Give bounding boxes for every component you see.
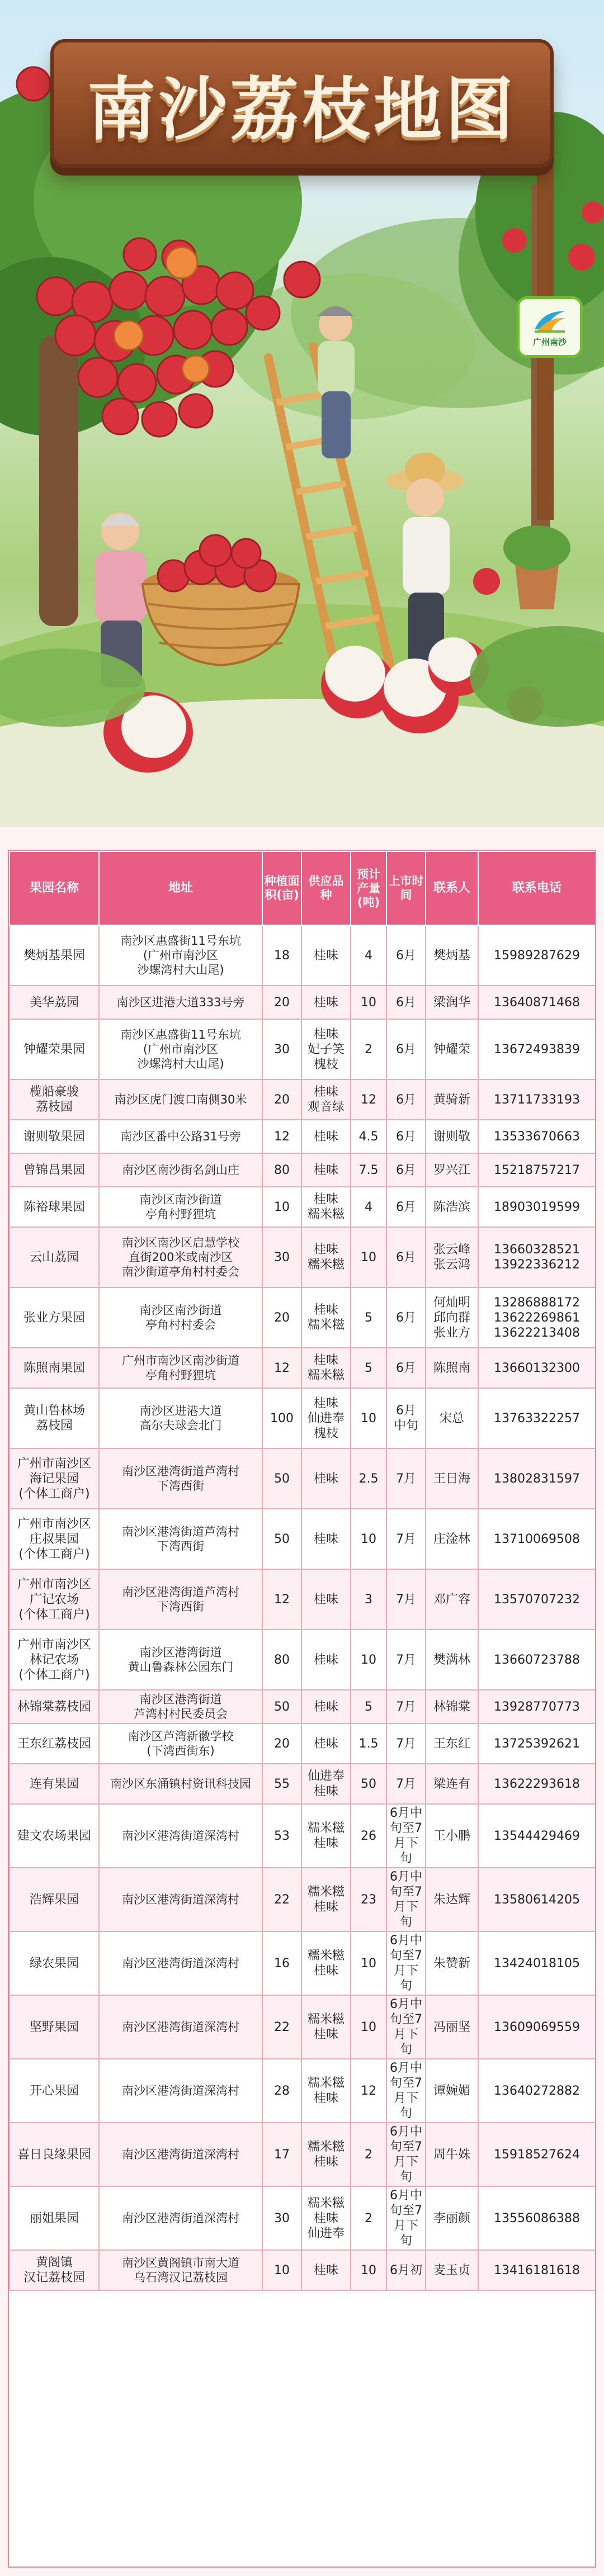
cell-phone: 13928770773 bbox=[478, 1690, 596, 1723]
cell-variety: 桂味 bbox=[301, 1630, 351, 1690]
cell-orchard-name: 喜日良缘果园 bbox=[10, 2123, 99, 2186]
cell-address: 南沙区惠盛街11号东坑 (广州市南沙区 沙螺湾村大山尾) bbox=[99, 1019, 262, 1079]
cell-variety: 桂味 bbox=[301, 1509, 351, 1569]
cell-contact: 李丽颜 bbox=[426, 2186, 478, 2250]
header-market-time: 上市时间 bbox=[386, 851, 426, 925]
cell-orchard-name: 广州市南沙区 庄叔果园 (个体工商户) bbox=[10, 1509, 99, 1569]
cell-variety: 糯米糍 桂味 bbox=[301, 1995, 351, 2059]
cell-contact: 张云峰 张云鸿 bbox=[426, 1227, 478, 1287]
cell-orchard-name: 钟耀荣果园 bbox=[10, 1019, 99, 1079]
cell-contact: 樊炳基 bbox=[426, 925, 478, 986]
table-row bbox=[10, 1868, 596, 1931]
cell-area: 22 bbox=[262, 1995, 301, 2059]
cell-contact: 宋总 bbox=[426, 1388, 478, 1448]
table-row bbox=[10, 1804, 596, 1868]
cell-orchard-name: 黄阁镇 汉记荔枝园 bbox=[10, 2250, 99, 2290]
table-row bbox=[10, 986, 596, 1019]
page-title: 南沙荔枝地图 bbox=[87, 69, 517, 149]
cell-orchard-name: 黄山鲁林场 荔枝园 bbox=[10, 1388, 99, 1448]
cell-orchard-name: 浩辉果园 bbox=[10, 1868, 99, 1931]
cell-address: 南沙区黄阁镇市南大道 乌石湾汉记荔枝园 bbox=[99, 2250, 262, 2290]
cell-area: 50 bbox=[262, 1690, 301, 1723]
cell-orchard-name: 榄船豪骏 荔枝园 bbox=[10, 1079, 99, 1120]
cell-phone: 13710069508 bbox=[478, 1509, 596, 1569]
cell-market-time: 6月 bbox=[386, 1287, 426, 1348]
cell-variety: 桂味 bbox=[301, 1723, 351, 1764]
cell-market-time: 7月 bbox=[386, 1630, 426, 1690]
cell-phone: 13660328521 13922336212 bbox=[478, 1227, 596, 1287]
cell-address: 南沙区番中公路31号旁 bbox=[99, 1120, 262, 1153]
cell-variety: 桂味 bbox=[301, 1448, 351, 1509]
cell-address: 南沙区东涌镇村资讯科技园 bbox=[99, 1764, 262, 1804]
cell-variety: 仙进奉 桂味 bbox=[301, 1764, 351, 1804]
table-row bbox=[10, 2250, 596, 2290]
table-row bbox=[10, 1019, 596, 1079]
cell-address: 南沙区南沙街道 亭角村野狸坑 bbox=[99, 1187, 262, 1227]
cell-orchard-name: 建文农场果园 bbox=[10, 1804, 99, 1868]
cell-variety: 桂味 糯米糍 bbox=[301, 1348, 351, 1388]
cell-phone: 13660132300 bbox=[478, 1348, 596, 1388]
cell-yield: 10 bbox=[351, 1995, 386, 2059]
cell-area: 12 bbox=[262, 1569, 301, 1630]
cell-address: 南沙区港湾街道 芦湾村村民委员会 bbox=[99, 1690, 262, 1723]
table-row bbox=[10, 2123, 596, 2186]
cell-contact: 谢则敬 bbox=[426, 1120, 478, 1153]
cell-market-time: 6月 bbox=[386, 1079, 426, 1120]
orchard-table bbox=[9, 851, 596, 2291]
cell-address: 南沙区虎门渡口南侧30米 bbox=[99, 1079, 262, 1120]
cell-yield: 4 bbox=[351, 1187, 386, 1227]
table-header-row bbox=[10, 851, 596, 925]
cell-orchard-name: 连有果园 bbox=[10, 1764, 99, 1804]
cell-variety: 桂味 糯米糍 bbox=[301, 1227, 351, 1287]
cell-yield: 7.5 bbox=[351, 1153, 386, 1187]
cell-phone: 13424018105 bbox=[478, 1931, 596, 1995]
cell-yield: 50 bbox=[351, 1764, 386, 1804]
cell-area: 100 bbox=[262, 1388, 301, 1448]
cell-contact: 冯丽坚 bbox=[426, 1995, 478, 2059]
table-row bbox=[10, 1287, 596, 1348]
cell-market-time: 7月 bbox=[386, 1723, 426, 1764]
cell-variety: 糯米糍 桂味 bbox=[301, 1931, 351, 1995]
cell-address: 南沙区进港大道333号旁 bbox=[99, 986, 262, 1019]
cell-area: 10 bbox=[262, 2250, 301, 2290]
cell-yield: 10 bbox=[351, 2250, 386, 2290]
cell-area: 30 bbox=[262, 1019, 301, 1079]
cell-variety: 桂味 bbox=[301, 1690, 351, 1723]
cell-variety: 桂味 bbox=[301, 2250, 351, 2290]
table-row bbox=[10, 1723, 596, 1764]
cell-yield: 5 bbox=[351, 1287, 386, 1348]
header-contact: 联系人 bbox=[426, 851, 478, 925]
title-sign bbox=[50, 39, 554, 168]
cell-yield: 2.5 bbox=[351, 1448, 386, 1509]
cell-area: 20 bbox=[262, 1287, 301, 1348]
cell-contact: 黄骑新 bbox=[426, 1079, 478, 1120]
cell-variety: 桂味 bbox=[301, 1120, 351, 1153]
logo-badge bbox=[517, 296, 583, 358]
cell-address: 南沙区进港大道 高尔夫球会北门 bbox=[99, 1388, 262, 1448]
cell-contact: 罗兴江 bbox=[426, 1153, 478, 1187]
cell-area: 16 bbox=[262, 1931, 301, 1995]
cell-variety: 糯米糍 桂味 bbox=[301, 1804, 351, 1868]
cell-market-time: 6月 bbox=[386, 1187, 426, 1227]
cell-address: 南沙区芦湾新徽学校 (下湾西街东) bbox=[99, 1723, 262, 1764]
cell-orchard-name: 曾锦昌果园 bbox=[10, 1153, 99, 1187]
cell-market-time: 6月 中旬 bbox=[386, 1388, 426, 1448]
cell-variety: 桂味 bbox=[301, 986, 351, 1019]
cell-orchard-name: 丽姐果园 bbox=[10, 2186, 99, 2250]
cell-phone: 15918527624 bbox=[478, 2123, 596, 2186]
cell-phone: 13660723788 bbox=[478, 1630, 596, 1690]
cell-yield: 2 bbox=[351, 2123, 386, 2186]
table-row bbox=[10, 1079, 596, 1120]
cell-orchard-name: 广州市南沙区 广记农场 (个体工商户) bbox=[10, 1569, 99, 1630]
cell-orchard-name: 美华荔园 bbox=[10, 986, 99, 1019]
cell-market-time: 6月中 旬至7 月下旬 bbox=[386, 1995, 426, 2059]
table-row bbox=[10, 1509, 596, 1569]
cell-variety: 桂味 糯米糍 bbox=[301, 1187, 351, 1227]
cell-orchard-name: 坚野果园 bbox=[10, 1995, 99, 2059]
cell-variety: 桂味 bbox=[301, 1153, 351, 1187]
cell-yield: 10 bbox=[351, 986, 386, 1019]
cell-area: 80 bbox=[262, 1153, 301, 1187]
cell-orchard-name: 陈照南果园 bbox=[10, 1348, 99, 1388]
cell-area: 55 bbox=[262, 1764, 301, 1804]
cell-market-time: 6月中 旬至7 月下旬 bbox=[386, 2123, 426, 2186]
table-row bbox=[10, 1690, 596, 1723]
cell-market-time: 7月 bbox=[386, 1690, 426, 1723]
cell-variety: 桂味 bbox=[301, 925, 351, 986]
cell-yield: 4.5 bbox=[351, 1120, 386, 1153]
cell-orchard-name: 陈裕球果园 bbox=[10, 1187, 99, 1227]
cell-market-time: 7月 bbox=[386, 1448, 426, 1509]
cell-orchard-name: 开心果园 bbox=[10, 2059, 99, 2123]
cell-address: 南沙区惠盛街11号东坑 (广州市南沙区 沙螺湾村大山尾) bbox=[99, 925, 262, 986]
table-row bbox=[10, 1764, 596, 1804]
cell-address: 南沙区港湾街道深湾村 bbox=[99, 1931, 262, 1995]
cell-address: 南沙区港湾街道深湾村 bbox=[99, 2059, 262, 2123]
cell-market-time: 6月中 旬至7 月下旬 bbox=[386, 1931, 426, 1995]
cell-phone: 13556086388 bbox=[478, 2186, 596, 2250]
table-row bbox=[10, 1153, 596, 1187]
header-phone: 联系电话 bbox=[478, 851, 596, 925]
cell-yield: 5 bbox=[351, 1348, 386, 1388]
header-orchard-name: 果园名称 bbox=[10, 851, 99, 925]
cell-contact: 陈照南 bbox=[426, 1348, 478, 1388]
cell-contact: 王小鹏 bbox=[426, 1804, 478, 1868]
cell-market-time: 7月 bbox=[386, 1509, 426, 1569]
cell-address: 南沙区南沙区启慧学校 直街200米或南沙区 南沙街道亭角村村委会 bbox=[99, 1227, 262, 1287]
cell-market-time: 7月 bbox=[386, 1569, 426, 1630]
cell-orchard-name: 谢则敬果园 bbox=[10, 1120, 99, 1153]
cell-market-time: 6月 bbox=[386, 986, 426, 1019]
cell-market-time: 6月初 bbox=[386, 2250, 426, 2290]
cell-orchard-name: 樊炳基果园 bbox=[10, 925, 99, 986]
table-row bbox=[10, 1630, 596, 1690]
cell-area: 17 bbox=[262, 2123, 301, 2186]
cell-variety: 糯米糍 桂味 bbox=[301, 2123, 351, 2186]
cell-area: 50 bbox=[262, 1448, 301, 1509]
cell-phone: 13286888172 13622269861 13622213408 bbox=[478, 1287, 596, 1348]
cell-market-time: 6月中 旬至7 月下旬 bbox=[386, 2186, 426, 2250]
cell-area: 30 bbox=[262, 2186, 301, 2250]
cell-phone: 13544429469 bbox=[478, 1804, 596, 1868]
cell-phone: 13725392621 bbox=[478, 1723, 596, 1764]
cell-address: 南沙区港湾街道深湾村 bbox=[99, 2123, 262, 2186]
cell-yield: 10 bbox=[351, 1931, 386, 1995]
cell-phone: 13640272882 bbox=[478, 2059, 596, 2123]
cell-area: 30 bbox=[262, 1227, 301, 1287]
cell-address: 广州市南沙区南沙街道 亭角村野狸坑 bbox=[99, 1348, 262, 1388]
cell-contact: 周牛姝 bbox=[426, 2123, 478, 2186]
cell-orchard-name: 林锦棠荔枝园 bbox=[10, 1690, 99, 1723]
cell-variety: 糯米糍 桂味 仙进奉 bbox=[301, 2186, 351, 2250]
cell-contact: 林锦棠 bbox=[426, 1690, 478, 1723]
cell-market-time: 6月 bbox=[386, 925, 426, 986]
cell-market-time: 6月 bbox=[386, 1120, 426, 1153]
table-row bbox=[10, 2059, 596, 2123]
cell-area: 28 bbox=[262, 2059, 301, 2123]
cell-market-time: 6月 bbox=[386, 1348, 426, 1388]
cell-market-time: 6月中 旬至7 月下旬 bbox=[386, 1804, 426, 1868]
table-row bbox=[10, 1388, 596, 1448]
cell-area: 22 bbox=[262, 1868, 301, 1931]
cell-yield: 10 bbox=[351, 1227, 386, 1287]
cell-phone: 13609069559 bbox=[478, 1995, 596, 2059]
cell-yield: 3 bbox=[351, 1569, 386, 1630]
logo-text: 广州南沙 bbox=[532, 337, 567, 347]
cell-contact: 王东红 bbox=[426, 1723, 478, 1764]
table-body bbox=[10, 925, 596, 2290]
cell-contact: 梁连有 bbox=[426, 1764, 478, 1804]
table-row bbox=[10, 1187, 596, 1227]
cell-area: 50 bbox=[262, 1509, 301, 1569]
cell-area: 20 bbox=[262, 986, 301, 1019]
cell-phone: 13763322257 bbox=[478, 1388, 596, 1448]
cell-yield: 2 bbox=[351, 2186, 386, 2250]
cell-area: 12 bbox=[262, 1348, 301, 1388]
table-row bbox=[10, 925, 596, 986]
cell-contact: 邓广容 bbox=[426, 1569, 478, 1630]
cell-area: 12 bbox=[262, 1120, 301, 1153]
cell-market-time: 6月中 旬至7 月下旬 bbox=[386, 1868, 426, 1931]
cell-orchard-name: 张业方果园 bbox=[10, 1287, 99, 1348]
cell-contact: 何灿明 邱向群 张业方 bbox=[426, 1287, 478, 1348]
nansha-logo-icon bbox=[532, 307, 567, 334]
cell-market-time: 6月 bbox=[386, 1153, 426, 1187]
cell-address: 南沙区南沙街名剑山庄 bbox=[99, 1153, 262, 1187]
cell-yield: 10 bbox=[351, 1509, 386, 1569]
cell-orchard-name: 广州市南沙区 海记果园 (个体工商户) bbox=[10, 1448, 99, 1509]
cell-market-time: 6月 bbox=[386, 1019, 426, 1079]
cell-orchard-name: 广州市南沙区 林记农场 (个体工商户) bbox=[10, 1630, 99, 1690]
header-yield: 预计产量(吨) bbox=[351, 851, 386, 925]
cell-yield: 23 bbox=[351, 1868, 386, 1931]
table-row bbox=[10, 2186, 596, 2250]
cell-market-time: 6月中 旬至7 月下旬 bbox=[386, 2059, 426, 2123]
header-variety: 供应品种 bbox=[301, 851, 351, 925]
cell-area: 18 bbox=[262, 925, 301, 986]
cell-yield: 2 bbox=[351, 1019, 386, 1079]
cell-address: 南沙区港湾街道深湾村 bbox=[99, 1804, 262, 1868]
cell-phone: 13672493839 bbox=[478, 1019, 596, 1079]
cell-area: 53 bbox=[262, 1804, 301, 1868]
cell-market-time: 7月 bbox=[386, 1764, 426, 1804]
cell-phone: 13533670663 bbox=[478, 1120, 596, 1153]
cell-variety: 糯米糍 桂味 bbox=[301, 1868, 351, 1931]
table-row bbox=[10, 1120, 596, 1153]
cell-contact: 王日海 bbox=[426, 1448, 478, 1509]
cell-address: 南沙区港湾街道芦湾村 下湾西街 bbox=[99, 1509, 262, 1569]
table-row bbox=[10, 1448, 596, 1509]
cell-phone: 13711733193 bbox=[478, 1079, 596, 1120]
cell-phone: 15218757217 bbox=[478, 1153, 596, 1187]
cell-address: 南沙区港湾街道深湾村 bbox=[99, 1868, 262, 1931]
cell-yield: 5 bbox=[351, 1690, 386, 1723]
cell-phone: 13416181618 bbox=[478, 2250, 596, 2290]
cell-orchard-name: 绿农果园 bbox=[10, 1931, 99, 1995]
cell-area: 20 bbox=[262, 1723, 301, 1764]
cell-address: 南沙区港湾街道深湾村 bbox=[99, 2186, 262, 2250]
cell-area: 20 bbox=[262, 1079, 301, 1120]
cell-phone: 13622293618 bbox=[478, 1764, 596, 1804]
table-row bbox=[10, 1931, 596, 1995]
cell-contact: 朱达辉 bbox=[426, 1868, 478, 1931]
cell-contact: 朱赞新 bbox=[426, 1931, 478, 1995]
table-row bbox=[10, 1348, 596, 1388]
cell-variety: 桂味 妃子笑 槐枝 bbox=[301, 1019, 351, 1079]
cell-phone: 13640871468 bbox=[478, 986, 596, 1019]
cell-variety: 桂味 糯米糍 bbox=[301, 1287, 351, 1348]
cell-address: 南沙区港湾街道芦湾村 下湾西街 bbox=[99, 1448, 262, 1509]
cell-yield: 12 bbox=[351, 2059, 386, 2123]
cell-address: 南沙区港湾街道深湾村 bbox=[99, 1995, 262, 2059]
cell-contact: 麦玉贞 bbox=[426, 2250, 478, 2290]
cell-variety: 桂味 观音绿 bbox=[301, 1079, 351, 1120]
cell-orchard-name: 云山荔园 bbox=[10, 1227, 99, 1287]
cell-contact: 梁润华 bbox=[426, 986, 478, 1019]
header-area: 种植面积(亩) bbox=[262, 851, 301, 925]
cell-variety: 桂味 bbox=[301, 1569, 351, 1630]
cell-variety: 桂味 仙进奉 槐枝 bbox=[301, 1388, 351, 1448]
table-row bbox=[10, 1569, 596, 1630]
hero-illustration bbox=[0, 0, 604, 827]
cell-yield: 10 bbox=[351, 1388, 386, 1448]
cell-contact: 庄淦林 bbox=[426, 1509, 478, 1569]
cell-phone: 15989287629 bbox=[478, 925, 596, 986]
cell-area: 10 bbox=[262, 1187, 301, 1227]
table-row bbox=[10, 1995, 596, 2059]
cell-variety: 糯米糍 桂味 bbox=[301, 2059, 351, 2123]
cell-address: 南沙区南沙街道 亭角村村委会 bbox=[99, 1287, 262, 1348]
cell-phone: 13580614205 bbox=[478, 1868, 596, 1931]
cell-yield: 10 bbox=[351, 1630, 386, 1690]
cell-yield: 4 bbox=[351, 925, 386, 986]
cell-contact: 樊满林 bbox=[426, 1630, 478, 1690]
orchard-table-container bbox=[8, 850, 596, 2568]
cell-yield: 12 bbox=[351, 1079, 386, 1120]
header-address: 地址 bbox=[99, 851, 262, 925]
cell-area: 80 bbox=[262, 1630, 301, 1690]
cell-orchard-name: 王东红荔枝园 bbox=[10, 1723, 99, 1764]
cell-phone: 18903019599 bbox=[478, 1187, 596, 1227]
cell-address: 南沙区港湾街道 黄山鲁森林公园东门 bbox=[99, 1630, 262, 1690]
cell-yield: 1.5 bbox=[351, 1723, 386, 1764]
cell-phone: 13570707232 bbox=[478, 1569, 596, 1630]
cell-contact: 陈浩滨 bbox=[426, 1187, 478, 1227]
cell-contact: 钟耀荣 bbox=[426, 1019, 478, 1079]
cell-phone: 13802831597 bbox=[478, 1448, 596, 1509]
cell-address: 南沙区港湾街道芦湾村 下湾西街 bbox=[99, 1569, 262, 1630]
cell-contact: 谭婉媚 bbox=[426, 2059, 478, 2123]
table-row bbox=[10, 1227, 596, 1287]
cell-market-time: 6月 bbox=[386, 1227, 426, 1287]
cell-yield: 26 bbox=[351, 1804, 386, 1868]
